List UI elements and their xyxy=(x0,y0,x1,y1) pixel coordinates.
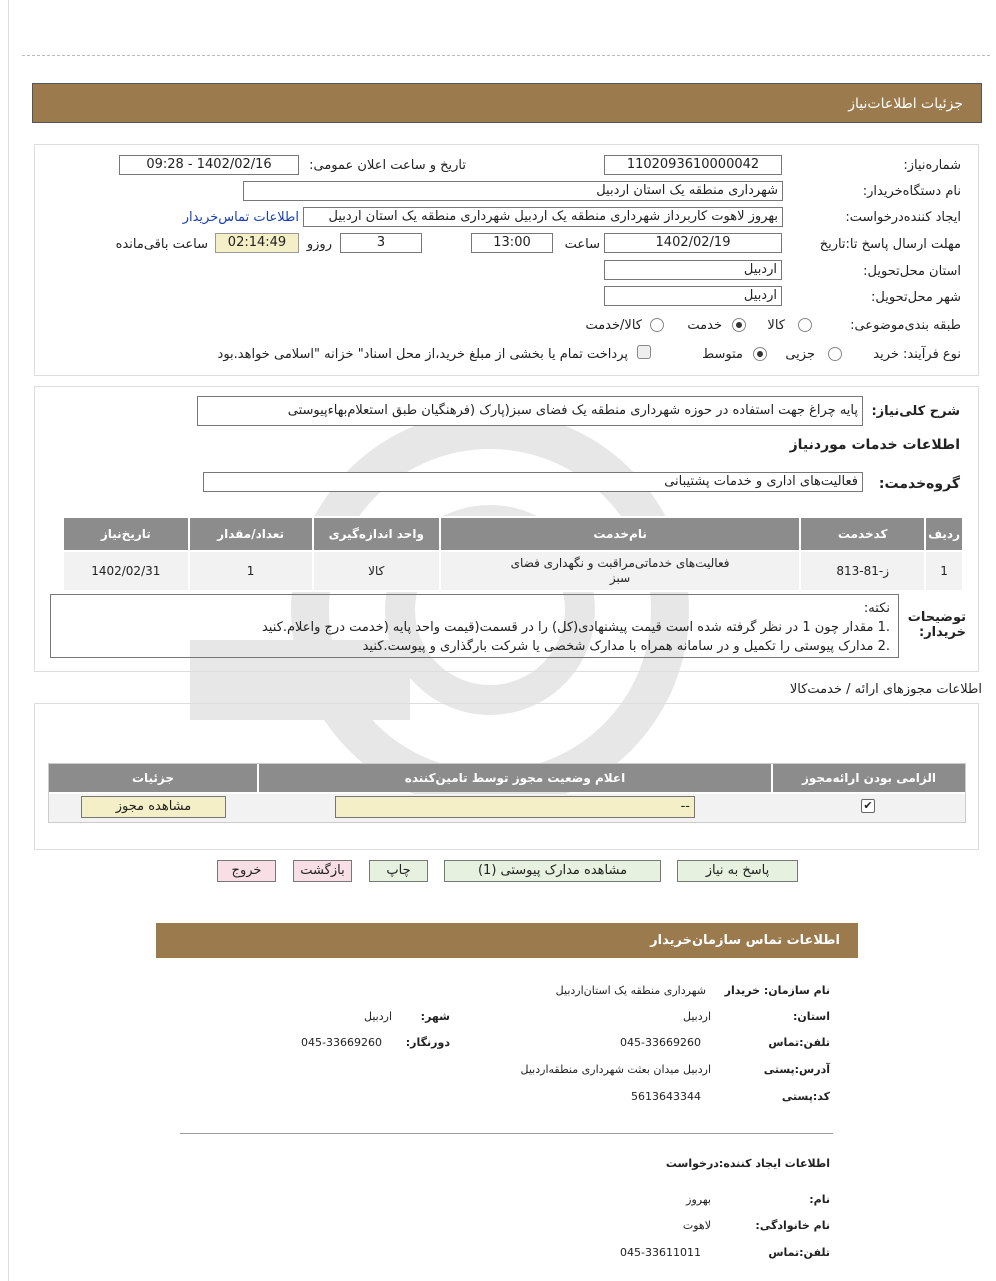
permits-col-details: جزئیات xyxy=(49,764,257,792)
deadline-date-field: 1402/02/19 xyxy=(604,233,782,253)
creator-family-value: لاهوت xyxy=(682,1219,711,1232)
notes-line-1: نکته: xyxy=(863,601,890,616)
services-title: اطلاعات خدمات موردنیاز xyxy=(789,437,960,453)
left-border xyxy=(8,0,9,1281)
contact-city-label: شهر: xyxy=(420,1010,450,1023)
requester-label: ایجاد کننده‌درخواست: xyxy=(845,210,961,225)
permits-title: اطلاعات مجوزهای ارائه / خدمت‌کالا xyxy=(789,682,982,697)
contact-org-value: شهرداری منطقه یک استان‌اردبیل xyxy=(555,984,706,997)
permits-col-status: اعلام وضعیت مجوز توسط تامین‌کننده xyxy=(257,764,771,792)
contact-header xyxy=(156,923,858,958)
print-button[interactable]: چاپ xyxy=(369,860,428,882)
buyer-contact-link[interactable]: اطلاعات تماس‌خریدار xyxy=(182,210,299,225)
services-table xyxy=(62,516,964,592)
creator-name-label: نام: xyxy=(809,1193,830,1206)
col-code: کدخدمت xyxy=(800,517,925,551)
process-label: نوع فرآیند: خرید xyxy=(873,347,961,362)
contact-phone-value: 045-33669260 xyxy=(620,1036,701,1049)
contact-fax-label: دورنگار: xyxy=(405,1036,450,1049)
buyer-org-field: شهرداری منطقه یک استان اردبیل xyxy=(243,181,783,201)
notes-line-3: .2 مدارک پیوستی را تکمیل و در سامانه همراه با مدارک شخصی یا شرکت بارگذاری و پیوست.کنید xyxy=(362,639,890,654)
cell-code: ز-81-813 xyxy=(800,551,925,591)
notes-label: توضیحات خریدار: xyxy=(907,610,966,640)
back-button[interactable]: بازگشت xyxy=(293,860,352,882)
province-label: استان محل‌تحویل: xyxy=(863,264,961,279)
remaining-timer: 02:14:49 xyxy=(215,233,299,253)
contact-city-value: اردبیل xyxy=(364,1010,392,1023)
col-date: تاریخ‌نیاز xyxy=(63,517,189,551)
creator-title: اطلاعات ایجاد کننده:درخواست xyxy=(665,1157,830,1170)
need-number-field: 1102093610000042 xyxy=(604,155,782,175)
col-qty: تعداد/مقدار xyxy=(189,517,313,551)
time-label: ساعت xyxy=(564,237,600,252)
group-field: فعالیت‌های اداری و خدمات پشتیبانی xyxy=(203,472,863,492)
cell-row: 1 xyxy=(925,551,963,591)
group-label: گروه‌خدمت: xyxy=(878,476,960,492)
reply-button[interactable]: پاسخ به نیاز xyxy=(677,860,798,882)
process-minor-label: جزیی xyxy=(785,347,815,362)
contact-fax-value: 045-33669260 xyxy=(301,1036,382,1049)
col-unit: واحد اندازه‌گیری xyxy=(313,517,440,551)
creator-phone-value: 045-33611011 xyxy=(620,1246,701,1259)
category-service-label: خدمت xyxy=(687,318,722,333)
days-label: روزو xyxy=(306,237,332,252)
city-field: اردبیل xyxy=(604,286,782,306)
category-goods-label: کالا xyxy=(767,318,785,333)
required-checkbox[interactable]: ✔ xyxy=(861,799,875,813)
attachments-button[interactable]: مشاهده مدارک پیوستی (1) xyxy=(444,860,661,882)
payment-note: پرداخت تمام یا بخشی از مبلغ خرید،از محل اسناد" خزانه "اسلامی خواهد.بود xyxy=(217,347,628,362)
category-both-label: کالا/خدمت xyxy=(585,318,642,333)
province-field: اردبیل xyxy=(604,260,782,280)
notes-box xyxy=(50,594,899,658)
need-number-label: شماره‌نیاز: xyxy=(903,158,961,173)
announce-field: 1402/02/16 - 09:28 xyxy=(119,155,299,175)
col-name: نام‌خدمت xyxy=(440,517,800,551)
contact-divider xyxy=(180,1133,833,1134)
permits-col-required: الزامی بودن ارائه‌مجوز xyxy=(771,764,965,792)
contact-postal-value: 5613643344 xyxy=(631,1090,701,1103)
contact-province-label: استان: xyxy=(793,1010,830,1023)
category-radio-service[interactable] xyxy=(732,318,746,332)
services-table-header xyxy=(63,517,963,551)
remaining-label: ساعت باقی‌مانده xyxy=(115,237,208,252)
table-row xyxy=(63,551,963,591)
permit-status-field[interactable]: -- xyxy=(335,796,695,818)
contact-title: اطلاعات تماس سازمان‌خریدار xyxy=(650,933,840,948)
permits-table xyxy=(48,763,966,823)
payment-checkbox[interactable] xyxy=(637,345,651,359)
header-title: جزئیات اطلاعات‌نیاز xyxy=(848,96,963,112)
creator-family-label: نام خانوادگی: xyxy=(755,1219,830,1232)
view-permit-button[interactable]: مشاهده مجوز xyxy=(81,796,226,818)
cell-unit: کالا xyxy=(313,551,440,591)
need-info-section xyxy=(34,144,979,376)
exit-button[interactable]: خروج xyxy=(217,860,276,882)
top-divider xyxy=(22,55,990,56)
contact-phone-label: تلفن:تماس xyxy=(768,1036,830,1049)
desc-field: پایه چراغ جهت استفاده در حوزه شهرداری منطقه یک فضای سبز(پارک (فرهنگیان طبق استعلام‌بهاءپیوستی xyxy=(197,396,863,426)
contact-address-label: آدرس:پستی xyxy=(763,1063,830,1076)
deadline-label: مهلت ارسال پاسخ تا:تاریخ xyxy=(819,237,961,252)
process-radio-minor[interactable] xyxy=(828,347,842,361)
deadline-time-field: 13:00 xyxy=(471,233,553,253)
creator-phone-label: تلفن:تماس xyxy=(768,1246,830,1259)
cell-date: 1402/02/31 xyxy=(63,551,189,591)
creator-name-value: بهروز xyxy=(686,1193,711,1206)
desc-label: شرح کلی‌نیاز: xyxy=(871,404,960,419)
category-radio-both[interactable] xyxy=(650,318,664,332)
city-label: شهر محل‌تحویل: xyxy=(871,290,961,305)
col-row: ردیف xyxy=(925,517,963,551)
notes-line-2: .1 مقدار چون 1 در نظر گرفته شده است قیمت پیشنهادی(کل) را در قسمت(قیمت واحد پایه (خدمت درج واعلام.کنید xyxy=(261,620,890,635)
buyer-org-label: نام دستگاه‌خریدار: xyxy=(862,184,961,199)
announce-label: تاریخ و ساعت اعلان عمومی: xyxy=(309,158,466,173)
days-field: 3 xyxy=(340,233,422,253)
page-header xyxy=(32,83,982,123)
cell-name: فعالیت‌های خدماتی‌مراقبت و نگهداری فضای سبز xyxy=(440,551,800,591)
process-radio-medium[interactable] xyxy=(753,347,767,361)
cell-qty: 1 xyxy=(189,551,313,591)
contact-province-value: اردبیل xyxy=(683,1010,711,1023)
category-radio-goods[interactable] xyxy=(798,318,812,332)
contact-postal-label: کد:پستی xyxy=(781,1090,830,1103)
category-label: طبقه بندی‌موضوعی: xyxy=(850,318,961,333)
contact-org-label: نام سازمان: خریدار xyxy=(724,984,830,997)
contact-address-value: اردبیل میدان بعثت شهرداری منطقه‌اردبیل xyxy=(520,1063,711,1076)
process-medium-label: متوسط xyxy=(702,347,743,362)
requester-field: بهروز لاهوت کاربرداز شهرداری منطقه یک اردبیل شهرداری منطقه یک استان اردبیل xyxy=(303,207,783,227)
